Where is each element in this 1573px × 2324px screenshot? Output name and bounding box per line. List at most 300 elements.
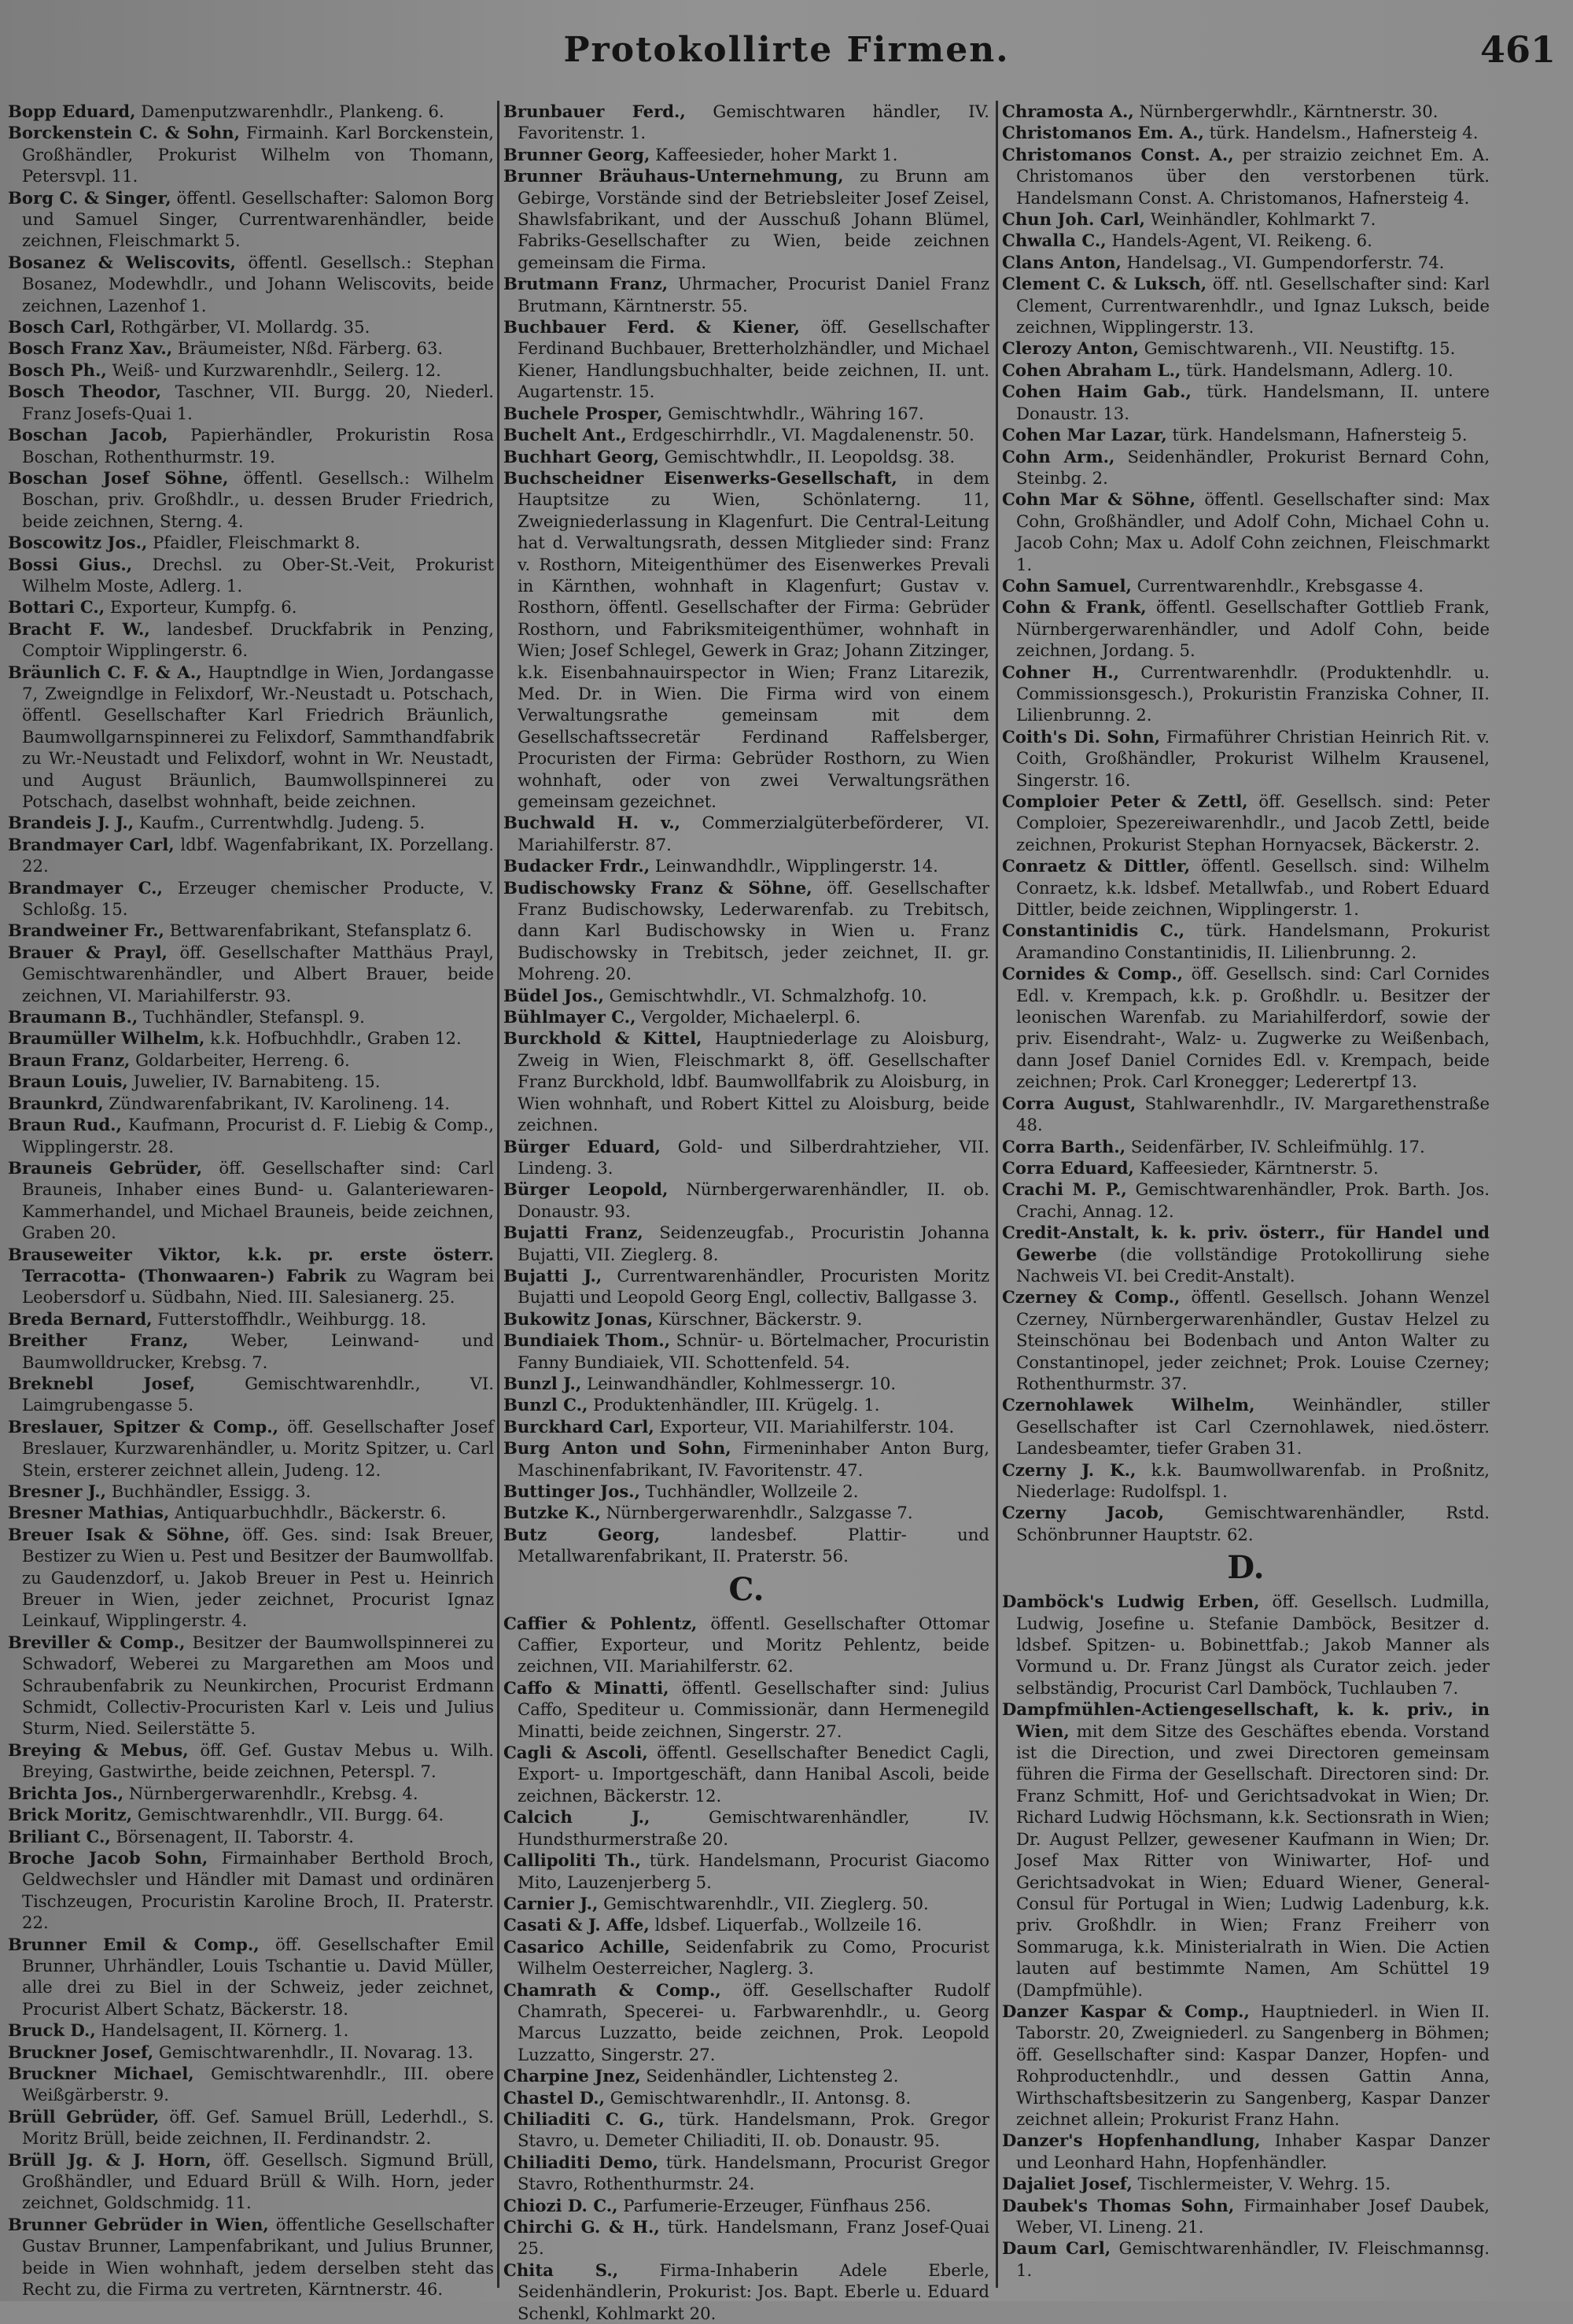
directory-entry bbox=[503, 1613, 989, 1677]
firm-name: Callipoliti Th., bbox=[503, 1850, 641, 1871]
firm-details: Seidenzeugfab., Procuristin Johanna Bujatti, VII. Zieglerg. 8. bbox=[518, 1223, 989, 1264]
directory-entry bbox=[1002, 855, 1490, 920]
firm-details: öffentl. Gesellschafter Ottomar Caffier, Exporteur, und Moritz Pehlentz, beide zeichnen, VII. Mariahilferstr. 62. bbox=[518, 1613, 989, 1677]
directory-entry bbox=[1002, 1157, 1490, 1179]
directory-entry bbox=[503, 1394, 989, 1415]
directory-entry bbox=[503, 1308, 989, 1330]
firm-name: Breknebl Josef, bbox=[8, 1373, 196, 1393]
directory-entry bbox=[503, 1806, 989, 1850]
firm-name: Cohn & Frank, bbox=[1002, 597, 1147, 618]
directory-entry bbox=[503, 1330, 989, 1373]
firm-details: Handels-Agent, VI. Reikeng. 6. bbox=[1111, 231, 1372, 251]
firm-name: Chita S., bbox=[503, 2259, 619, 2280]
firm-name: Bossi Gius., bbox=[8, 554, 133, 574]
firm-name: Carnier J., bbox=[503, 1893, 599, 1913]
directory-entry bbox=[8, 1049, 494, 1071]
directory-entry bbox=[1002, 2130, 1490, 2173]
directory-entry bbox=[1002, 424, 1490, 445]
firm-name: Czerny Jacob, bbox=[1002, 1503, 1165, 1523]
directory-entry bbox=[1002, 101, 1490, 122]
column-left bbox=[8, 101, 494, 2300]
firm-details: Bettwarenfabrikant, Stefansplatz 6. bbox=[169, 920, 473, 941]
firm-name: Braumüller Wilhelm, bbox=[8, 1028, 205, 1049]
directory-entry bbox=[1002, 2173, 1490, 2194]
firm-details: Erzeuger chemischer Producte, V. Schloßg. 15. bbox=[22, 877, 494, 920]
directory-entry bbox=[8, 1244, 494, 1308]
directory-entry bbox=[8, 1481, 494, 1502]
firm-details: türk. Handelsmann, Procurist Giacomo Mito, Lauzenjerberg 5. bbox=[518, 1850, 989, 1892]
firm-name: Bühlmayer C., bbox=[503, 1007, 636, 1027]
firm-name: Bundiaiek Thom., bbox=[503, 1330, 671, 1351]
firm-details: Schnür- u. Börtelmacher, Procuristin Fanny Bundiaiek, VII. Schottenfeld. 54. bbox=[518, 1330, 989, 1372]
directory-entry bbox=[1002, 273, 1490, 338]
firm-details: Gemischtwhdlr., VI. Schmalzhofg. 10. bbox=[609, 985, 927, 1005]
directory-entry bbox=[1002, 1502, 1490, 1545]
firm-details: Firmainhaber Josef Daubek, Weber, VI. Lineng. 21. bbox=[1016, 2195, 1490, 2237]
firm-name: Coith's Di. Sohn, bbox=[1002, 726, 1161, 747]
directory-entry bbox=[503, 1136, 989, 1179]
firm-details: Kaffeesieder, Kärntnerstr. 5. bbox=[1139, 1157, 1379, 1178]
firm-details: Besitzer der Baumwollspinnerei zu Schwadorf, Weberei zu Margarethen am Moos und Schraubenfabrik zu Neunkirchen, Procurist Erdmann Schmidt, Collectiv-Procuristen Karl v. Leis und Julius Sturm, Nied. Seilerstätte 5. bbox=[22, 1632, 494, 1739]
firm-name: Conraetz & Dittler, bbox=[1002, 856, 1191, 876]
firm-details: Handelsagent, II. Körnerg. 1. bbox=[101, 2020, 349, 2041]
firm-details: Gemischtwarenhdlr., VII. Zieglerg. 50. bbox=[603, 1893, 929, 1913]
directory-entry bbox=[8, 1416, 494, 1481]
directory-entry bbox=[503, 2152, 989, 2195]
directory-entry bbox=[1002, 1286, 1490, 1394]
firm-name: Brauseweiter Viktor, k.k. pr. erste österr. Terracotta- (Thonwaaren-) Fabrik bbox=[8, 1244, 494, 1286]
directory-entry bbox=[503, 1027, 989, 1135]
directory-entry bbox=[1002, 2195, 1490, 2238]
firm-details: Handelsag., VI. Gumpendorferstr. 74. bbox=[1126, 252, 1445, 272]
firm-name: Chun Joh. Carl, bbox=[1002, 209, 1145, 230]
firm-name: Buchscheidner Eisenwerks-Gesellschaft, bbox=[503, 467, 897, 488]
firm-details: öffentl. Gesellsch. Johann Wenzel Czerney, Nürnbergerwarenhändler, Gustav Helzel zu Steinschönau bei Bodenbach und Anton Walter zu Constantinopel, jeder zeichnet; Prok. Louise Czerney; Rothenthurmstr. 37. bbox=[1016, 1287, 1490, 1393]
directory-entry bbox=[1002, 1093, 1490, 1136]
directory-entry bbox=[8, 316, 494, 338]
directory-entry bbox=[503, 1850, 989, 1893]
firm-details: öffentl. Gesellschafter Gottlieb Frank, Nürnbergerwarenhändler, und Adolf Cohn, beide zeichnen, Jordang. 5. bbox=[1016, 597, 1490, 661]
firm-details: Buchhändler, Essigg. 3. bbox=[111, 1481, 311, 1501]
directory-entry bbox=[8, 834, 494, 877]
firm-details: Gemischtwarenh., VII. Neustiftg. 15. bbox=[1144, 338, 1456, 359]
firm-name: Bujatti Franz, bbox=[503, 1223, 643, 1243]
firm-name: Breuer Isak & Söhne, bbox=[8, 1524, 230, 1544]
firm-name: Bosanez & Weliscovits, bbox=[8, 252, 236, 272]
firm-details: türk. Handelsmann, Franz Josef-Quai 25. bbox=[518, 2217, 990, 2259]
firm-details: öff. Gesellschafter Ferdinand Buchbauer, Bretterholzhändler, und Michael Kiener, Handlungsbuchhalter, beide zeichnen, II. unt. Augartenstr. 15. bbox=[518, 317, 989, 402]
directory-entry bbox=[503, 316, 989, 403]
directory-entry bbox=[503, 1006, 989, 1027]
firm-details: öff. Gesellschafter Matthäus Prayl, Gemischtwarenhändler, und Albert Brauer, beide zeichnen, VI. Mariahilferstr. 93. bbox=[22, 942, 494, 1005]
firm-details: Drechsl. zu Ober-St.-Veit, Prokurist Wilhelm Moste, Adlerg. 1. bbox=[22, 554, 494, 596]
firm-details: Currentwarenhändler, Procuristen Moritz Bujatti und Leopold Georg Engl, collectiv, Ballgasse 3. bbox=[518, 1265, 989, 1308]
directory-entry bbox=[1002, 1591, 1490, 1699]
firm-details: Seidenhändler, Lichtensteg 2. bbox=[646, 2066, 899, 2086]
firm-details: Gemischtwhdlr., Währing 167. bbox=[668, 403, 924, 423]
firm-name: Buchelt Ant., bbox=[503, 425, 627, 445]
firm-details: Papierhändler, Prokuristin Rosa Boschan, Rothenthurmstr. 19. bbox=[22, 425, 494, 467]
firm-details: türk. Handelsmann, Prok. Gregor Stavro, u. Demeter Chiliaditi, II. ob. Donaustr. 95. bbox=[518, 2108, 989, 2151]
directory-entry bbox=[503, 101, 989, 144]
firm-name: Cohen Abraham L., bbox=[1002, 360, 1181, 380]
directory-entry bbox=[1002, 596, 1490, 661]
firm-name: Brauneis Gebrüder, bbox=[8, 1157, 203, 1178]
directory-entry bbox=[8, 101, 494, 122]
firm-name: Brandeis J. J., bbox=[8, 813, 134, 833]
firm-name: Buchhart Georg, bbox=[503, 446, 660, 467]
firm-details: Firmainh. Karl Borckenstein, Großhändler, Prokurist Wilhelm von Thomann, Petersvpl. 11. bbox=[22, 123, 494, 186]
firm-details: öff. Gesellsch. Ludmilla, Ludwig, Josefine u. Stefanie Damböck, Besitzer d. ldsbef. Spitzen- u. Bobinettfab.; Jakob Manner als Vormund u. Dr. Franz Jüngst als Curator zeich. jeder selbständig, Procurist Carl Damböck, Tuchlauben 7. bbox=[1016, 1592, 1490, 1698]
firm-name: Corra Barth., bbox=[1002, 1136, 1126, 1156]
firm-name: Bottari C., bbox=[8, 597, 105, 618]
firm-name: Corra August, bbox=[1002, 1093, 1136, 1113]
firm-details: öff. Gesellsch. sind: Peter Comploier, Spezereiwarenhdlr., und Jacob Zettl, beide zeichnen, Prokurist Stephan Hornyacsek, Bäckerstr. 2. bbox=[1016, 791, 1490, 854]
firm-name: Budischowsky Franz & Söhne, bbox=[503, 877, 812, 898]
firm-details: Produktenhändler, III. Krügelg. 1. bbox=[593, 1395, 880, 1415]
firm-name: Bresner Mathias, bbox=[8, 1503, 170, 1523]
firm-name: Breither Franz, bbox=[8, 1330, 189, 1351]
firm-name: Chiliaditi C. G., bbox=[503, 2108, 665, 2129]
directory-entry bbox=[8, 662, 494, 813]
firm-name: Clans Anton, bbox=[1002, 252, 1122, 272]
firm-name: Christomanos Em. A., bbox=[1002, 123, 1204, 143]
firm-details: Firmaführer Christian Heinrich Rit. v. Coith, Großhändler, Prokurist Wilhelm Krausenel, Singerstr. 16. bbox=[1016, 726, 1490, 790]
firm-details: Nürnbergerwarenhändler, II. ob. Donaustr. 93. bbox=[518, 1179, 989, 1221]
firm-details: öff. Gef. Samuel Brüll, Lederhdl., S. Moritz Brüll, beide zeichnen, II. Ferdinandstr. 2. bbox=[22, 2106, 494, 2149]
firm-details: Gemischtwarenhändler, Prok. Barth. Jos. Crachi, Annag. 12. bbox=[1016, 1179, 1490, 1221]
directory-entry bbox=[1002, 1394, 1490, 1459]
firm-name: Czerney & Comp., bbox=[1002, 1287, 1181, 1308]
directory-entry bbox=[1002, 338, 1490, 359]
firm-name: Bresner J., bbox=[8, 1481, 107, 1501]
firm-name: Burckhard Carl, bbox=[503, 1416, 654, 1437]
directory-entry bbox=[503, 1742, 989, 1806]
firm-name: Czerny J. K., bbox=[1002, 1459, 1136, 1480]
directory-entry bbox=[503, 2216, 989, 2259]
directory-entry bbox=[1002, 230, 1490, 251]
directory-entry bbox=[503, 1524, 989, 1567]
directory-entry bbox=[503, 446, 989, 467]
firm-details: Vergolder, Michaelerpl. 6. bbox=[641, 1007, 861, 1027]
firm-details: öff. Gesellsch. Sigmund Brüll, Großhändler, und Eduard Brüll & Wilh. Horn, jeder zeichnet, Goldschmidg. 11. bbox=[22, 2149, 494, 2213]
firm-name: Breviller & Comp., bbox=[8, 1632, 186, 1652]
directory-entry bbox=[1002, 2237, 1490, 2281]
firm-name: Brandmayer C., bbox=[8, 877, 163, 898]
section-letter: C. bbox=[728, 1570, 764, 1608]
directory-entry bbox=[8, 2020, 494, 2041]
firm-details: Seidenfärber, IV. Schleifmühlg. 17. bbox=[1130, 1136, 1425, 1156]
firm-name: Cohner H., bbox=[1002, 662, 1120, 682]
firm-details: öff. Gesellsch. sind: Carl Cornides Edl. v. Krempach, k.k. p. Großhdlr. u. Besitzer der leonischen Warenfab. zu Mariahilferdorf, sowie der priv. Eisendraht-, Walz- u. Zugwerke zu Weißenbach, dann Josef Daniel Cornides Edl. v. Krempach, beide zeichnen; Prok. Carl Kronegger; Lederertpf 13. bbox=[1016, 964, 1490, 1092]
firm-details: Exporteur, Kumpfg. 6. bbox=[109, 597, 297, 618]
firm-details: Weinhändler, stiller Gesellschafter ist Carl Czernohlawek, nied.österr. Landesbeamter, tiefer Graben 31. bbox=[1016, 1395, 1490, 1459]
firm-name: Borg C. & Singer, bbox=[8, 187, 171, 208]
firm-name: Burg Anton und Sohn, bbox=[503, 1438, 731, 1459]
firm-name: Constantinidis C., bbox=[1002, 920, 1185, 941]
directory-entry bbox=[8, 2214, 494, 2300]
firm-details: öffentl. Gesellschafter sind: Julius Caffo, Spediteur u. Commissionär, dann Hermenegild Minatti, beide zeichnen, Singerstr. 27. bbox=[518, 1677, 989, 1741]
firm-details: Gemischtwarenhdlr., II. Antonsg. 8. bbox=[610, 2087, 912, 2108]
firm-details: Seidenfabrik zu Como, Procurist Wilhelm Oesterreicher, Naglerg. 3. bbox=[518, 1936, 989, 1979]
directory-entry bbox=[503, 1437, 989, 1481]
firm-details: türk. Handelsmann, Prokurist Aramandino Constantinidis, II. Lilienbrunng. 2. bbox=[1016, 920, 1490, 962]
firm-name: Daubek's Thomas Sohn, bbox=[1002, 2195, 1235, 2215]
firm-details: landesbef. Druckfabrik in Penzing, Comptoir Wipplingerstr. 6. bbox=[22, 618, 494, 661]
firm-details: Currentwarenhdlr., Krebsgasse 4. bbox=[1136, 575, 1424, 596]
firm-name: Braumann B., bbox=[8, 1007, 138, 1027]
directory-entry bbox=[1002, 1222, 1490, 1286]
directory-entry bbox=[1002, 208, 1490, 230]
firm-details: Gemischtwaren händler, IV. Favoritenstr. 1. bbox=[518, 101, 989, 143]
directory-entry bbox=[1002, 1136, 1490, 1157]
directory-entry bbox=[8, 2042, 494, 2063]
directory-entry bbox=[8, 1804, 494, 1825]
directory-entry bbox=[8, 877, 494, 920]
firm-name: Bopp Eduard, bbox=[8, 101, 136, 121]
firm-name: Briliant C., bbox=[8, 1826, 111, 1846]
firm-name: Braunkrd, bbox=[8, 1093, 104, 1113]
directory-entry bbox=[8, 1330, 494, 1373]
firm-details: Weber, Leinwand- und Baumwolldrucker, Krebsg. 7. bbox=[22, 1330, 494, 1372]
directory-entry bbox=[503, 424, 989, 445]
firm-name: Cohen Haim Gab., bbox=[1002, 382, 1192, 402]
directory-entry bbox=[503, 2195, 989, 2216]
firm-name: Dajaliet Josef, bbox=[1002, 2174, 1133, 2194]
firm-details: Pfaidler, Fleischmarkt 8. bbox=[153, 533, 361, 553]
firm-name: Clerozy Anton, bbox=[1002, 338, 1139, 359]
firm-details: Kaufmann, Procurist d. F. Liebig & Comp., Wipplingerstr. 28. bbox=[22, 1115, 494, 1156]
firm-name: Breda Bernard, bbox=[8, 1308, 153, 1329]
directory-entry bbox=[8, 338, 494, 359]
firm-name: Chramosta A., bbox=[1002, 101, 1134, 121]
firm-name: Chwalla C., bbox=[1002, 231, 1107, 251]
firm-details: k.k. Hofbuchhdlr., Graben 12. bbox=[210, 1028, 462, 1049]
firm-name: Butz Georg, bbox=[503, 1524, 661, 1544]
firm-details: zu Wagram bei Leobersdorf u. Südbahn, Nied. III. Salesianerg. 25. bbox=[22, 1265, 494, 1308]
directory-entry bbox=[8, 812, 494, 833]
directory-entry bbox=[503, 273, 989, 316]
directory-entry bbox=[503, 877, 989, 985]
firm-name: Bruck D., bbox=[8, 2020, 96, 2041]
firm-details: Gemischtwhdlr., II. Leopoldsg. 38. bbox=[664, 446, 956, 467]
firm-details: Weinhändler, Kohlmarkt 7. bbox=[1150, 209, 1376, 230]
firm-details: per straizio zeichnet Em. A. Christomanos über den verstorbenen türk. Handelsmann Const. A. Christomanos, Hafnersteig 4. bbox=[1016, 144, 1490, 208]
firm-details: öff. Gesellschafter Josef Breslauer, Kurzwarenhändler, u. Moritz Spitzer, u. Carl Stein, ersterer zeichnet allein, Judeng. 12. bbox=[22, 1416, 494, 1480]
firm-name: Crachi M. P., bbox=[1002, 1179, 1127, 1200]
directory-entry bbox=[1002, 1179, 1490, 1222]
firm-details: Hauptniederl. in Wien II. Taborstr. 20, Zweigniederl. zu Sangenberg in Böhmen; öff. Gesellschafter sind: Kaspar Danzer, Hopfen- und Rohproductenhdlr., und dessen Gattin Anna, Wirthschaftsbesitzerin zu Sangenberg, Kaspar Danzer zeichnet allein; Prokurist Franz Hahn. bbox=[1016, 2001, 1490, 2129]
firm-details: Firma-Inhaberin Adele Eberle, Seidenhändlerin, Prokurist: Jos. Bapt. Eberle u. Eduard Schenkl, Kohlmarkt 20. bbox=[518, 2259, 989, 2323]
directory-entry bbox=[1002, 2001, 1490, 2130]
firm-details: Nürnbergerwhdlr., Kärntnerstr. 30. bbox=[1139, 101, 1439, 121]
firm-name: Chastel D., bbox=[503, 2087, 605, 2108]
firm-name: Brunner Gebrüder in Wien, bbox=[8, 2214, 269, 2234]
directory-entry bbox=[503, 1677, 989, 1742]
firm-details: türk. Handelsmann, II. untere Donaustr. 13. bbox=[1016, 382, 1490, 423]
firm-details: türk. Handelsm., Hafnersteig 4. bbox=[1209, 123, 1479, 143]
page-header bbox=[0, 30, 1573, 77]
firm-name: Brunner Emil & Comp., bbox=[8, 1934, 260, 1954]
directory-entry bbox=[503, 1914, 989, 1935]
directory-entry bbox=[8, 252, 494, 316]
firm-name: Chiozi D. C., bbox=[503, 2195, 618, 2215]
directory-entry bbox=[8, 1826, 494, 1847]
directory-entry bbox=[8, 1373, 494, 1416]
firm-name: Braun Louis, bbox=[8, 1072, 128, 1092]
directory-entry bbox=[8, 1071, 494, 1092]
firm-details: (die vollständige Protokollirung siehe Nachweis VI. bei Credit-Anstalt). bbox=[1016, 1244, 1490, 1286]
directory-entry bbox=[8, 1502, 494, 1523]
directory-entry bbox=[8, 1114, 494, 1157]
firm-name: Clement C. & Luksch, bbox=[1002, 274, 1207, 294]
firm-details: Stahlwarenhdlr., IV. Margarethenstraße 48. bbox=[1016, 1093, 1490, 1135]
firm-name: Boschan Jacob, bbox=[8, 425, 168, 445]
directory-entry bbox=[503, 1265, 989, 1308]
directory-entry bbox=[1002, 122, 1490, 143]
directory-entry bbox=[8, 532, 494, 553]
firm-details: Futterstoffhdlr., Weihburgg. 18. bbox=[157, 1308, 427, 1329]
firm-details: Gemischtwarenhändler, IV. Fleischmannsg. 1. bbox=[1016, 2238, 1490, 2280]
firm-name: Cornides & Comp., bbox=[1002, 964, 1184, 984]
firm-details: landesbef. Plattir- und Metallwarenfabrikant, II. Praterstr. 56. bbox=[518, 1524, 989, 1566]
firm-name: Burckhold & Kittel, bbox=[503, 1028, 702, 1049]
firm-name: Brüll Gebrüder, bbox=[8, 2106, 160, 2127]
column-right bbox=[1002, 101, 1490, 2288]
firm-details: Tischlermeister, V. Wehrg. 15. bbox=[1137, 2174, 1391, 2194]
directory-entry bbox=[8, 2106, 494, 2149]
firm-details: Currentwarenhdlr. (Produktenhdlr. u. Commissionsgesch.), Prokuristin Franziska Cohner, II. Lilienbrunng. 2. bbox=[1016, 662, 1490, 725]
firm-name: Chirchi G. & H., bbox=[503, 2217, 660, 2237]
directory-entry bbox=[8, 2063, 494, 2106]
directory-entry bbox=[1002, 446, 1490, 489]
directory-entry bbox=[503, 467, 989, 813]
firm-details: Seidenhändler, Prokurist Bernard Cohn, Steinbg. 2. bbox=[1016, 446, 1490, 488]
firm-name: Borckenstein C. & Sohn, bbox=[8, 123, 240, 143]
firm-name: Buchele Prosper, bbox=[503, 403, 663, 423]
firm-name: Bürger Eduard, bbox=[503, 1136, 661, 1156]
firm-name: Cohn Mar & Söhne, bbox=[1002, 489, 1196, 510]
firm-name: Brichta Jos., bbox=[8, 1783, 124, 1803]
firm-details: öff. Gesellschafter sind: Carl Brauneis, Inhaber eines Bund- u. Galanteriewaren-Kammerhandel, und Michael Brauneis, beide zeichnen, Graben 20. bbox=[22, 1157, 494, 1243]
directory-entry bbox=[503, 403, 989, 424]
firm-details: Gemischtwarenhdlr., VII. Burgg. 64. bbox=[137, 1805, 444, 1825]
page-title: Protokollirte Firmen. bbox=[563, 30, 1010, 70]
directory-entry bbox=[1002, 1459, 1490, 1503]
firm-name: Bukowitz Jonas, bbox=[503, 1308, 654, 1329]
firm-name: Damböck's Ludwig Erben, bbox=[1002, 1592, 1260, 1612]
directory-entry bbox=[1002, 360, 1490, 381]
firm-details: Bräumeister, Nßd. Färberg. 63. bbox=[177, 338, 444, 359]
firm-name: Buttinger Jos., bbox=[503, 1481, 641, 1501]
firm-name: Brunner Georg, bbox=[503, 144, 650, 164]
firm-details: Zündwarenfabrikant, IV. Karolineng. 14. bbox=[109, 1093, 450, 1113]
directory-entry bbox=[8, 2149, 494, 2214]
firm-name: Corra Eduard, bbox=[1002, 1157, 1134, 1178]
firm-name: Broche Jacob Sohn, bbox=[8, 1847, 208, 1868]
directory-entry bbox=[503, 1979, 989, 2066]
directory-entry bbox=[503, 1222, 989, 1265]
firm-name: Calcich J., bbox=[503, 1807, 650, 1828]
firm-details: Leinwandhändler, Kohlmessergr. 10. bbox=[587, 1373, 897, 1393]
firm-name: Bruckner Michael, bbox=[8, 2063, 194, 2083]
firm-name: Bosch Theodor, bbox=[8, 382, 162, 402]
directory-entry bbox=[8, 1027, 494, 1049]
directory-entry bbox=[8, 1632, 494, 1739]
directory-entry bbox=[1002, 963, 1490, 1092]
firm-details: Juwelier, IV. Barnabiteng. 15. bbox=[133, 1072, 381, 1092]
firm-details: Hauptniederlage zu Aloisburg, Zweig in Wien, Fleischmarkt 8, öff. Gesellschafter Franz Burckhold, ldbf. Baumwollfabrik zu Aloisburg, in Wien wohnhaft, und Robert Kittel zu Aloisburg, beide zeichnen. bbox=[518, 1028, 989, 1135]
directory-entry bbox=[1002, 791, 1490, 855]
firm-details: öff. Gesellschafter Franz Budischowsky, Lederwarenfab. zu Trebitsch, dann Karl Budischowsky in Wien u. Franz Budischowsky in Trebitsch, jeder zeichnet, II. gr. Mohreng. 20. bbox=[518, 877, 989, 984]
directory-entry bbox=[8, 1934, 494, 2020]
firm-details: öff. Ges. sind: Isak Breuer, Bestizer zu Wien u. Pest und Besitzer der Baumwollfab. zu Gaudenzdorf, u. Jakob Breuer in Pest u. Heinrich Breuer in Wien, jeder zeichnet, Procurist Ignaz Leinkauf, Wipplingerstr. 4. bbox=[22, 1524, 494, 1631]
firm-details: öffentl. Gesellschafter Benedict Cagli, Export- u. Importgeschäft, dann Hanibal Ascoli, beide zeichnen, Bäckerstr. 12. bbox=[518, 1743, 989, 1806]
firm-details: ldbf. Wagenfabrikant, IX. Porzellang. 22. bbox=[22, 834, 494, 876]
directory-entry bbox=[503, 1481, 989, 1502]
directory-entry bbox=[8, 1157, 494, 1244]
firm-name: Brandmayer Carl, bbox=[8, 834, 175, 854]
firm-details: mit dem Sitze des Geschäftes ebenda. Vorstand ist die Direction, und zwei Directoren gemeinsam führen die Firma der Gesellschaft. Directoren sind: Dr. Franz Schmitt, Hof- und Gerichtsadvokat in Wien; Dr. Richard Ludwig Höchsmann, k.k. Sectionsrath in Wien; Dr. August Pellzer, gewesener Kaufmann in Wien; Dr. Josef Max Ritter von Winiwarter, Hof- und Gerichtsadvokat in Wien; Eduard Wiener, General-Consul für Portugal in Wien; Ludwig Ladenburg, k.k. priv. Großhdlr. in Wien; Franz Freiherr von Sommaruga, k.k. Ministerialrath in Wien. Die Actien lauten auf bestimmte Namen, Am Schüttel 19 (Dampfmühle). bbox=[1016, 1721, 1490, 2000]
firm-name: Caffo & Minatti, bbox=[503, 1677, 669, 1698]
directory-entry bbox=[503, 1502, 989, 1523]
directory-entry bbox=[8, 424, 494, 467]
firm-details: Gold- und Silberdrahtzieher, VII. Lindeng. 3. bbox=[518, 1136, 989, 1178]
firm-details: Kürschner, Bäckerstr. 9. bbox=[658, 1308, 863, 1329]
directory-entry bbox=[503, 1416, 989, 1437]
directory-entry bbox=[8, 920, 494, 941]
firm-name: Caffier & Pohlentz, bbox=[503, 1613, 698, 1633]
directory-entry bbox=[503, 2087, 989, 2108]
firm-name: Brunner Bräuhaus-Unternehmung, bbox=[503, 166, 844, 186]
firm-details: Firmainhaber Berthold Broch, Geldwechsler und Händler mit Damast und ordinären Tischzeugen, Procuristin Karoline Broch, II. Praterstr. 22. bbox=[22, 1847, 494, 1933]
firm-name: Butzke K., bbox=[503, 1503, 601, 1523]
firm-name: Cohn Arm., bbox=[1002, 446, 1115, 467]
firm-name: Braun Rud., bbox=[8, 1115, 122, 1135]
firm-name: Bosch Ph., bbox=[8, 360, 107, 380]
firm-details: öffentliche Gesellschafter Gustav Brunner, Lampenfabrikant, und Julius Brunner, beide in Wien wohnhaft, jedem derselben steht das Recht zu, die Firma zu vertreten, Kärntnerstr. 46. bbox=[22, 2214, 494, 2300]
directory-entry bbox=[8, 942, 494, 1006]
directory-entry bbox=[503, 2065, 989, 2086]
directory-entry bbox=[8, 1524, 494, 1632]
firm-name: Bräunlich C. F. & A., bbox=[8, 662, 202, 682]
firm-name: Buchbauer Ferd. & Kiener, bbox=[503, 317, 800, 338]
firm-details: öffentl. Gesellsch. sind: Wilhelm Conraetz, k.k. ldsbef. Metallwfab., und Robert Eduard Dittler, beide zeichnen, Wipplingerstr. 1. bbox=[1016, 856, 1490, 920]
firm-details: in dem Hauptsitze zu Wien, Schönlaterng. 11, Zweigniederlassung in Klagenfurt. Die Central-Leitung hat d. Verwaltungsrath, dessen Mitglieder sind: Franz v. Rosthorn, Miteigenthümer des Eisenwerkes Prevali in Kärnthen, wohnhaft in Klagenfurt; Gustav v. Rosthorn, öffentl. Gesellschafter der Firma: Gebrüder Rosthorn, und Fabriksmiteigenthümer, wohnhaft in Wien; Josef Schlegel, Gewerk in Graz; Johann Zitzinger, k.k. Eisenbahnauirspector in Wien; Franz Litarezik, Med. Dr. in Wien. Die Firma wird von einem Verwaltungsrathe gemeinsam mit dem Gesellschaftssecretär Ferdinand Raffelsberger, Procuristen der Firma: Gebrüder Rosthorn, zu Wien wohnhaft, oder von zwei Verwaltungsräthen gemeinsam gezeichnet. bbox=[518, 467, 989, 811]
directory-entry bbox=[503, 1179, 989, 1222]
directory-entry bbox=[8, 1308, 494, 1330]
firm-details: öff. Gef. Gustav Mebus u. Wilh. Breying, Gastwirthe, beide zeichnen, Peterspl. 7. bbox=[22, 1739, 494, 1782]
firm-details: Rothgärber, VI. Mollardg. 35. bbox=[120, 317, 370, 338]
firm-details: Parfumerie-Erzeuger, Fünfhaus 256. bbox=[623, 2195, 931, 2215]
firm-name: Cagli & Ascoli, bbox=[503, 1743, 648, 1763]
firm-details: Exporteur, VII. Mariahilferstr. 104. bbox=[659, 1416, 955, 1437]
firm-name: Christomanos Const. A., bbox=[1002, 144, 1234, 164]
firm-name: Bujatti J., bbox=[503, 1265, 602, 1286]
firm-details: Börsenagent, II. Taborstr. 4. bbox=[116, 1826, 355, 1846]
firm-details: Gemischtwarenhdlr., II. Novarag. 13. bbox=[158, 2042, 473, 2062]
directory-entry bbox=[1002, 662, 1490, 726]
firm-details: öffentl. Gesellschafter sind: Max Cohn, Großhändler, und Adolf Cohn, Michael Cohn u. Jacob Cohn; Max u. Adolf Cohn zeichnen, Fleischmarkt 1. bbox=[1016, 489, 1490, 574]
firm-details: öffentl. Gesellsch.: Wilhelm Boschan, priv. Großhdlr., u. dessen Bruder Friedrich, beide zeichnen, Sterng. 4. bbox=[22, 467, 494, 531]
firm-name: Budacker Frdr., bbox=[503, 856, 650, 876]
firm-name: Brunbauer Ferd., bbox=[503, 101, 686, 121]
directory-entry bbox=[503, 2259, 989, 2324]
firm-details: Taschner, VII. Burgg. 20, Niederl. Franz Josefs-Quai 1. bbox=[22, 382, 494, 423]
firm-name: Buchwald H. v., bbox=[503, 813, 680, 833]
firm-name: Brick Moritz, bbox=[8, 1805, 133, 1825]
directory-entry bbox=[8, 1847, 494, 1934]
